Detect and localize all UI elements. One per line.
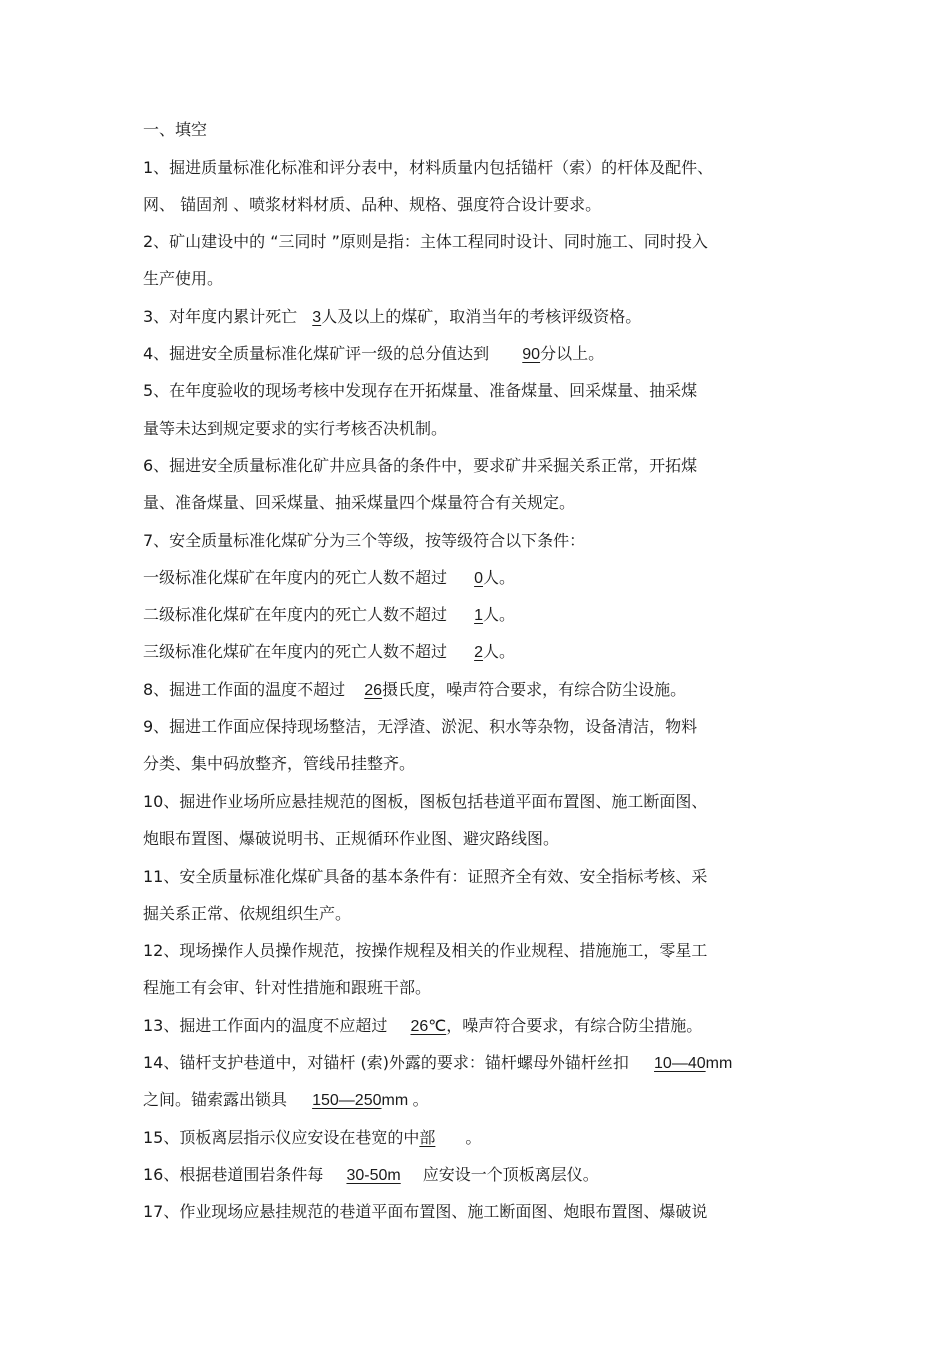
q8-answer: 26: [364, 682, 383, 699]
q8-prefix: 8、掘进工作面的温度不超过: [143, 680, 346, 699]
q7-level-2-suffix: 人。: [483, 605, 516, 624]
q16-answer: 30-50m: [346, 1167, 401, 1184]
q7-level-2: [143, 604, 515, 627]
q15-answer: 部: [419, 1128, 436, 1147]
q9-line-2: 分类、集中码放整齐，管线吊挂整齐。: [143, 754, 416, 773]
q3-suffix: 人及以上的煤矿，取消当年的考核评级资格。: [321, 307, 642, 326]
q13-line: [143, 1015, 702, 1038]
q7-level-2-prefix: 二级标准化煤矿在年度内的死亡人数不超过: [143, 605, 448, 624]
q12-line-2: 程施工有会审、针对性措施和跟班干部。: [143, 978, 432, 997]
q8-suffix: 摄氏度，噪声符合要求，有综合防尘设施。: [382, 680, 687, 699]
q4-suffix: 分以上。: [540, 344, 605, 363]
q5-line-1: 5、在年度验收的现场考核中发现存在开拓煤量、准备煤量、回采煤量、抽采煤: [143, 381, 698, 400]
q6-line-1: 6、掘进安全质量标准化矿井应具备的条件中，要求矿井采掘关系正常，开拓煤: [143, 456, 698, 475]
q4-prefix: 4、掘进安全质量标准化煤矿评一级的总分值达到: [143, 344, 490, 363]
q4-answer: 90: [522, 346, 541, 363]
q9-line-1: 9、掘进工作面应保持现场整洁，无浮渣、淤泥、积水等杂物，设备清洁，物料: [143, 717, 698, 736]
q6-line-2: 量、准备煤量、回采煤量、抽采煤量四个煤量符合有关规定。: [143, 493, 576, 512]
q14-answer-2: 150—250: [312, 1092, 382, 1109]
section-title: 一、填空: [143, 120, 208, 139]
q3-prefix: 3、对年度内累计死亡: [143, 307, 298, 326]
q1-line-1: 1、掘进质量标准化标准和评分表中，材料质量内包括锚杆（索）的杆体及配件、: [143, 158, 714, 177]
q7-level-2-answer: 1: [474, 607, 484, 624]
q4-line: [143, 343, 604, 366]
q17-line-1: 17、作业现场应悬挂规范的巷道平面布置图、施工断面图、炮眼布置图、爆破说: [143, 1202, 708, 1221]
q7-level-1-prefix: 一级标准化煤矿在年度内的死亡人数不超过: [143, 568, 448, 587]
q1-line-2: 网、 锚固剂 、喷浆材料材质、品种、规格、强度符合设计要求。: [143, 195, 602, 214]
q7-level-3-answer: 2: [474, 644, 484, 661]
q15-suffix: 。: [465, 1128, 482, 1147]
q15-prefix: 15、顶板离层指示仪应安设在巷宽的中: [143, 1128, 420, 1147]
q7-level-1-answer: 0: [474, 570, 484, 587]
q14-line-1: [143, 1052, 732, 1075]
q14-line-2: [143, 1089, 429, 1112]
q7-level-1-suffix: 人。: [483, 568, 516, 587]
q8-line: [143, 679, 686, 702]
q10-line-2: 炮眼布置图、爆破说明书、正规循环作业图、避灾路线图。: [143, 829, 560, 848]
q14-unit-1: mm: [705, 1055, 733, 1072]
q11-line-1: 11、安全质量标准化煤矿具备的基本条件有：证照齐全有效、安全指标考核、采: [143, 867, 708, 886]
q16-line: [143, 1164, 599, 1187]
q3-line: [143, 306, 641, 329]
q7-level-3: [143, 641, 515, 664]
q13-suffix: ，噪声符合要求，有综合防尘措施。: [446, 1016, 703, 1035]
q11-line-2: 掘关系正常、依规组织生产。: [143, 904, 352, 923]
q14-prefix: 14、锚杆支护巷道中，对锚杆 (索)外露的要求：锚杆螺母外锚杆丝扣: [143, 1053, 629, 1072]
q7-line-1: 7、安全质量标准化煤矿分为三个等级，按等级符合以下条件：: [143, 531, 586, 550]
q2-line-1: 2、矿山建设中的 “三同时 ”原则是指：主体工程同时设计、同时施工、同时投入: [143, 232, 708, 251]
q10-line-1: 10、掘进作业场所应悬挂规范的图板，图板包括巷道平面布置图、施工断面图、: [143, 792, 708, 811]
q12-line-1: 12、现场操作人员操作规范，按操作规程及相关的作业规程、措施施工，零星工: [143, 941, 708, 960]
q7-level-3-prefix: 三级标准化煤矿在年度内的死亡人数不超过: [143, 642, 448, 661]
q13-answer: 26℃: [410, 1018, 447, 1035]
q14-prefix-2: 之间。锚索露出锁具: [143, 1090, 288, 1109]
q5-line-2: 量等未达到规定要求的实行考核否决机制。: [143, 419, 448, 438]
q2-line-2: 生产使用。: [143, 269, 224, 288]
q7-level-3-suffix: 人。: [483, 642, 516, 661]
q13-prefix: 13、掘进工作面内的温度不应超过: [143, 1016, 388, 1035]
q15-line: [143, 1127, 481, 1149]
q14-answer-1: 10—40: [654, 1055, 706, 1072]
q7-level-1: [143, 567, 515, 590]
q16-suffix: 应安设一个顶板离层仪。: [422, 1165, 599, 1184]
q3-answer: 3: [312, 309, 322, 326]
q14-unit-2: mm 。: [381, 1092, 429, 1109]
q16-prefix: 16、根据巷道围岩条件每: [143, 1165, 324, 1184]
